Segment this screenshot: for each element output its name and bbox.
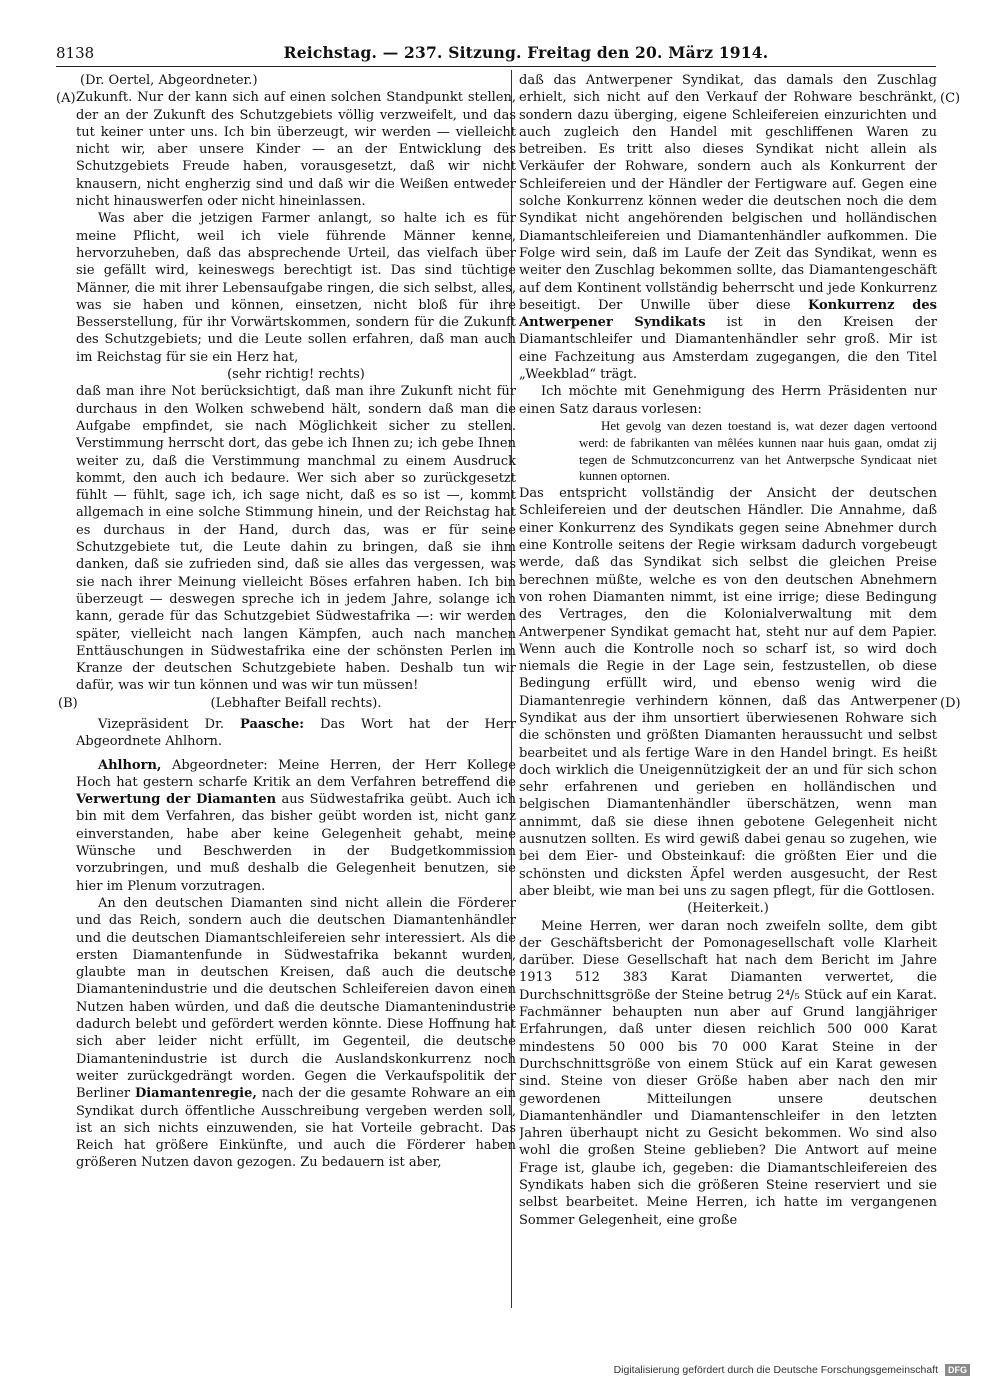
margin-mark-b: (B) bbox=[58, 696, 78, 711]
paragraph bbox=[76, 895, 516, 1172]
paragraph: daß man ihre Not berücksichtigt, daß man ihre Zukunft nicht für durchaus in den Wolken schwebend hält, sondern daß man die Aufgabe empfindet, sie nach Möglichkeit sicher zu stellen. Verstimmung herrscht dort, das gebe ich Ihnen zu; ich gebe Ihnen weiter zu, daß die Verstimmung manchmal zu einem Ausdruck kommt, den auch ich bedaure. Wer sich aber so zurückgesetzt fühlt — fühlt, sage ich, ich sage nicht, daß es so ist —, kommt allgemach in eine solche Stimmung hinein, und der Reichstag hat es durchaus in der Hand, durch das, was er für seine Schutzgebiete tut, die Leute dahin zu bringen, daß sie ihm danken, daß sie zufrieden sind, daß sie alles das vergessen, was sie nach ihrer Meinung vielleicht Böses erfahren haben. Ich bin überzeugt — deswegen spreche ich in jedem Jahre, solange ich kann, gerade für das Schutzgebiet Südwestafrika —: wir werden später, vielleicht nach langen Kämpfen, auch nach manchen Enttäuschungen in Südwestafrika eine der schönsten Perlen im Kranze der deutschen Schutzgebiete haben. Deshalb tun wir dafür, was wir tun können und was wir tun müssen! bbox=[76, 384, 516, 694]
speaker-name: Ahlhorn, bbox=[98, 757, 162, 773]
paragraph: Zukunft. Nur der kann sich auf einen solchen Standpunkt stellen, der an der Zukunft des Schutzgebiets völlig verzweifelt, und das tut keiner unter uns. Ich bin überzeugt, wir werden — vielleicht nicht wir, aber unsere Kinder — an der Entwicklung des Schutzgebiets Freude haben, vorausgesetzt, daß wir nicht knausern, nicht engherzig sind und daß wir die Weißen entweder nicht hinauswerfen oder nicht hineinlassen. bbox=[76, 90, 516, 210]
speech-text: ist in den Kreisen der Diamantschleifer und Diamantenhändler sehr groß. Mir ist eine Fachzeitung aus Amsterdam zugegangen, die den Titel „Weekblad“ trägt. bbox=[519, 315, 937, 383]
emphasis: Diamantenregie, bbox=[134, 1086, 257, 1102]
paragraph-ahlhorn bbox=[76, 757, 516, 895]
paragraph: Das entspricht vollständig der Ansicht der deutschen Schleifereien und der deutschen Händler. Die Annahme, daß einer Konkurrenz des Syndikats gegen seine Abnehmer durch eine Kontrolle seitens der Regie wirksam dadurch vorgebeugt werde, daß das Syndikat sich selbst die gleichen Preise berechnen müßte, welche es von den deutschen Abnehmern von rohen Diamanten nimmt, ist eine irrige; diese Bedingung des Vertrages, den die Kolonialverwaltung mit dem Antwerpener Syndikat gemacht hat, steht nur auf dem Papier. Wenn auch die Kontrolle noch so scharf ist, so wird doch niemals die Regie in der Lage sein, festzustellen, ob diese Bedingung erfüllt wird, und ebenso wenig wird die Diamantenregie verhindern können, daß das Antwerpener Syndikat aus der ihm unsortiert überwiesenen Rohware sich die schönsten und größten Diamanten heraussucht und selbst bearbeitet und als fertige Ware in den Handel bringt. Es heißt doch wirklich die Uneigennützigkeit der an und für sich schon sehr erfahrenen und gerieben en holländischen und belgischen Diamantenhändler überschätzen, wenn man annimmt, daß sie diese ihnen gebotene Gelegenheit nicht ausnutzen sollten. Es wird gewiß dabei genau so zugehen, wie bei dem Eier- und Obsteinkauf: die größten Eier und die schönsten und dicksten Äpfel werden ausgesucht, der Rest aber bleibt, wie man bei uns zu sagen pflegt, für die Gottlosen. bbox=[519, 486, 937, 899]
interjection: (sehr richtig! rechts) bbox=[227, 367, 365, 383]
speech-text: Das Wort hat der Herr Abgeordnete Ahlhorn. bbox=[76, 716, 516, 750]
right-column bbox=[519, 72, 937, 1312]
paragraph-vice-president bbox=[76, 716, 516, 751]
paragraph: Meine Herren, wer daran noch zweifeln sollte, dem gibt der Geschäftsbericht der Pomonagesellschaft volle Klarheit darüber. Diese Gesellschaft hat nach dem Bericht im Jahre 1913 512 383 Karat Diamanten verwertet, die Durchschnittsgröße der Steine betrug 2⁴/₅ Stück auf ein Karat. Fachmänner behaupten nun aber auf Grund langjähriger Erfahrungen, daß unter diesen reichlich 500 000 Karat mindestens 50 000 bis 70 000 Karat Steine in der Durchschnittsgröße von einem Stück auf ein Karat gewesen sind. Steine von dieser Größe haben aber nach den mir gewordenen Mitteilungen unsere deutschen Diamantenhändler und Diamantenschleifer in den letzten Jahren überhaupt nicht zu Gesicht bekommen. Wo sind also wohl die großen Steine geblieben? Die Antwort auf meine Frage ist, glaube ich, gegeben: die Diamantschleifereien des Syndikats haben sich die größeren Steine reserviert und sie selbst bearbeitet. Meine Herren, ich hatte im vergangenen Sommer Gelegenheit, eine große bbox=[519, 918, 937, 1228]
interjection: (Heiterkeit.) bbox=[687, 901, 769, 917]
running-title: Reichstag. — 237. Sitzung. Freitag den 20. März 1914. bbox=[283, 43, 769, 62]
interjection: (Lebhafter Beifall rechts). bbox=[210, 695, 382, 711]
speech-text: nach der die gesamte Rohware an ein Syndikat durch öffentliche Ausschreibung vergeben werden soll, ist an sich nichts einzuwenden, sie hat Vorteile gebracht. Das Reich hat größere Einkünfte, und auch die Förderer haben größeren Nutzen davon gezogen. Zu bedauern ist aber, bbox=[76, 1086, 516, 1171]
paragraph bbox=[519, 72, 937, 383]
footer-text: Digitalisierung gefördert durch die Deutsche Forschungsgemeinschaft bbox=[613, 1364, 939, 1376]
speaker-name: Paasche: bbox=[240, 716, 305, 732]
dfg-logo: DFG bbox=[945, 1364, 970, 1376]
speech-text: aus Südwestafrika geübt. Auch ich bin mit dem Verfahren, das bisher geübt worden ist, nicht ganz einverstanden, habe aber keine Gelegenheit gehabt, meine Wünsche und Beschwerden in der Budgetkommission vorzubringen, und muß deshalb die Gelegenheit benutzen, sie hier im Plenum vorzutragen. bbox=[76, 792, 516, 894]
margin-mark-d: (D) bbox=[940, 696, 961, 711]
page-number: 8138 bbox=[56, 44, 95, 62]
margin-mark-c: (C) bbox=[940, 91, 961, 106]
footer-credit bbox=[614, 1364, 970, 1376]
margin-mark-a: (A) bbox=[56, 91, 76, 106]
left-column bbox=[76, 72, 516, 1312]
speech-text: Abgeordneter: Meine Herren, der Herr Kollege Hoch hat gestern scharfe Kritik an dem Verfahren betreffend die bbox=[76, 757, 516, 790]
speech-text: An den deutschen Diamanten sind nicht allein die Förderer und das Reich, sondern auch die deutschen Diamantenhändler und die deutschen Diamantschleifereien sehr interessiert. Als die ersten Diamantenfunde in Südwestafrika bekannt wurden, glaubte man in deutschen Kreisen, daß auch die deutsche Diamantenindustrie und die deutschen Schleifereien davon einen Nutzen haben würden, und daß die deutsche Diamantenindustrie dadurch belebt und gefördert werden könnte. Diese Hoffnung hat sich aber leider nicht erfüllt, im Gegenteil, die deutsche Diamantenindustrie ist durch die Auslandskonkurrenz noch weiter zurückgedrängt worden. Gegen die Verkaufspolitik der Berliner bbox=[76, 895, 516, 1102]
paragraph: Was aber die jetzigen Farmer anlangt, so halte ich es für meine Pflicht, weil ich viele führende Männer kenne, hervorzuheben, daß das absprechende Urteil, das vielfach über sie gefällt wird, keineswegs berechtigt ist. Das sind tüchtige Männer, die mit ihrer Lebensaufgabe ringen, die sich selbst, alles, was sie haben und können, einsetzen, nicht bloß für ihre Besserstellung, für ihr Vorwärtskommen, sondern für die Zukunft des Schutzgebiets; und die Leute sollen erfahren, daß man auch im Reichstag für sie ein Herz hat, bbox=[76, 211, 516, 365]
page-header bbox=[56, 42, 936, 67]
speaker-note: (Dr. Oertel, Abgeordneter.) bbox=[80, 73, 258, 88]
emphasis: Verwertung der Diamanten bbox=[76, 792, 277, 808]
paragraph: Ich möchte mit Genehmigung des Herrn Präsidenten nur einen Satz daraus vorlesen: bbox=[519, 384, 937, 417]
speaker-title: Vizepräsident Dr. bbox=[98, 716, 241, 732]
emphasis: Konkurrenz des Antwerpener Syndikats bbox=[519, 297, 937, 331]
speech-text: daß das Antwerpener Syndikat, das damals den Zuschlag erhielt, sich nicht auf den Verkauf der Rohware beschränkt, sondern dazu überging, eigene Schleifereien einzurichten und auch zugleich den Handel mit geschliffenen Waren zu betreiben. Es tritt also dieses Syndikat nicht allein als Verkäufer der Rohware, sondern auch als Konkurrent der Schleifereien und der Händler der Fertigware auf. Gegen eine solche Konkurrenz können weder die deutschen noch die dem Syndikat nicht angehörenden belgischen und holländischen Diamantschleifereien und Diamantenhändler aufkommen. Die Folge wird sein, daß im Laufe der Zeit das Syndikat, wenn es weiter den Zuschlag bekommen sollte, das Diamantengeschäft auf dem Kontinent vollständig beherrscht und jede Konkurrenz beseitigt. Der Unwille über diese bbox=[519, 73, 937, 313]
dutch-quote: Het gevolg van dezen toestand is, wat dezer dagen vertoond werd: de fabrikanten van mêlées kunnen naar huis gaan, omdat zij tegen de Schmutzconcurrenz van het Antwerpsche Syndicaat niet kunnen optornen. bbox=[579, 417, 937, 484]
